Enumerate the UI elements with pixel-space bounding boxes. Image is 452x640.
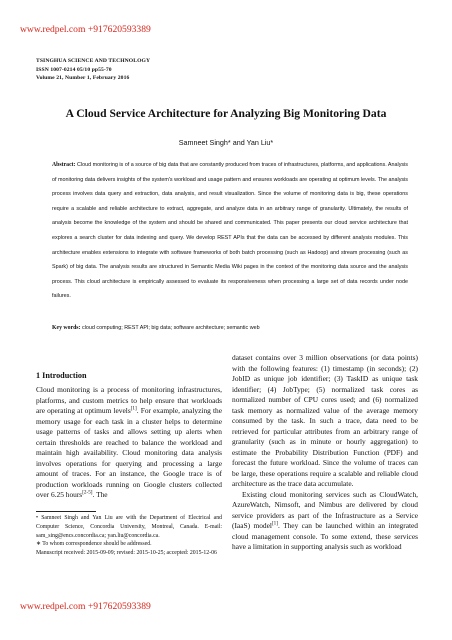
footnote-correspondence: ∗ To whom correspondence should be addressed. bbox=[36, 541, 152, 548]
footnote-affiliation: • Samneet Singh and Yan Liu are with the Department of Electrical and Computer Science, Concordia University, Montreal, Canada. E-mail: sam_sing@encs.concordia.ca; yan.liu@concordia.ca. bbox=[36, 515, 222, 539]
journal-volume: Volume 21, Number 1, February 2016 bbox=[36, 75, 130, 82]
section-heading-introduction: 1 Introduction bbox=[36, 371, 87, 380]
citation-1b: [1] bbox=[271, 520, 278, 527]
right-paragraph-2 bbox=[232, 490, 418, 553]
right-column bbox=[232, 353, 418, 553]
right-paragraph-1: dataset contains over 3 million observations (or data points) with the following features: (1) timestamp (in seconds); (2) JobID as unique job identifier; (3) TaskID as unique task identifier; (4) JobType; (5) normalized task cores as normalized number of CPU cores used; and (6) normalized task memory as normalized value of the average memory consumed by the task. In such a trace, data need to be retrieved for particular attributes from an arbitrary range of granularity (such as in minute or hourly aggregation) to estimate the Probability Distribution Function (PDF) and forecast the future workload. Since the volume of traces can be large, these operations require a scalable and reliable cloud architecture as the trace data accumulate. bbox=[232, 353, 418, 488]
left-column bbox=[36, 385, 222, 501]
journal-issn: ISSN 1007-0214 05/10 pp55-70 bbox=[36, 66, 112, 73]
keywords-label: Key words: bbox=[52, 325, 81, 331]
intro-paragraph-1 bbox=[36, 385, 222, 501]
watermark-bottom: www.redpel.com +917620593389 bbox=[20, 601, 151, 612]
intro-text-a: Cloud monitoring is a process of monitoring infrastructures, platforms, and custom metrics to help ensure that workloads are operating at optimum levels bbox=[36, 385, 222, 415]
footnote-manuscript-dates: Manuscript received: 2015-09-09; revised: 2015-10-25; accepted: 2015-12-06 bbox=[36, 550, 217, 557]
abstract-label: Abstract: bbox=[52, 162, 76, 168]
intro-text-c: . The bbox=[92, 490, 108, 499]
citation-2-5: [2-5] bbox=[82, 489, 93, 496]
keywords bbox=[52, 325, 412, 331]
right-text-b: . They can be launched within an integrated cloud management console. To some extend, these services have a limitation in supporting analysis such as workload bbox=[232, 521, 419, 551]
journal-name: TSINGHUA SCIENCE AND TECHNOLOGY bbox=[36, 58, 151, 64]
footnotes bbox=[36, 514, 222, 558]
paper-title: A Cloud Service Architecture for Analyzing Big Monitoring Data bbox=[65, 107, 387, 120]
footnote-divider bbox=[36, 511, 96, 512]
journal-header bbox=[36, 57, 150, 83]
watermark-top: www.redpel.com +917620593389 bbox=[20, 24, 151, 35]
abstract bbox=[52, 158, 408, 304]
keywords-text: cloud computing; REST API; big data; software architecture; semantic web bbox=[82, 325, 260, 331]
intro-text-b: . For example, analyzing the memory usage for each task in a cluster helps to determine usage patterns of tasks and allows setting up alerts when certain thresholds are reached to balance the workload and maintain high availability. Cloud monitoring data analysis involves operations for querying and processing a large amount of traces. For an instance, the Google trace is of production workloads running on Google clusters collected over 6.25 hours bbox=[36, 406, 222, 499]
citation-1: [1] bbox=[130, 405, 137, 412]
paper-authors: Samneet Singh* and Yan Liu* bbox=[178, 138, 274, 147]
right-text-a: Existing cloud monitoring services such as CloudWatch, AzureWatch, Nimsoft, and Nimbus are delivered by cloud service providers as part of the Infrastructure as a Service (IaaS) model bbox=[232, 489, 418, 530]
abstract-text: Cloud monitoring is of a source of big data that are constantly produced from traces of infrastructures, platforms, and applications. Analysis of monitoring data delivers insights of the system's workload and usage pattern and ensures workloads are operating at optimum levels. The analysis process involves data query and extraction, data analysis, and result visualization. Since the volume of monitoring data is big, these operations require a scalable and reliable architecture to extract, aggregate, and analyze data in an arbitrary range of granularity. Ultimately, the results of analysis become the knowledge of the system and should be shared and communicated. This paper presents our cloud service architecture that explores a search cluster for data indexing and query. We develop REST APIs that the data can be accessed by different analysis modules. This architecture enables extensions to integrate with software frameworks of both batch processing (such as Hadoop) and stream processing (such as Spark) of big data. The analysis results are structured in Semantic Media Wiki pages in the context of the monitoring data source and the analysis process. This cloud architecture is empirically assessed to evaluate its responsiveness when processing a large set of data records under node failures. bbox=[52, 162, 409, 300]
